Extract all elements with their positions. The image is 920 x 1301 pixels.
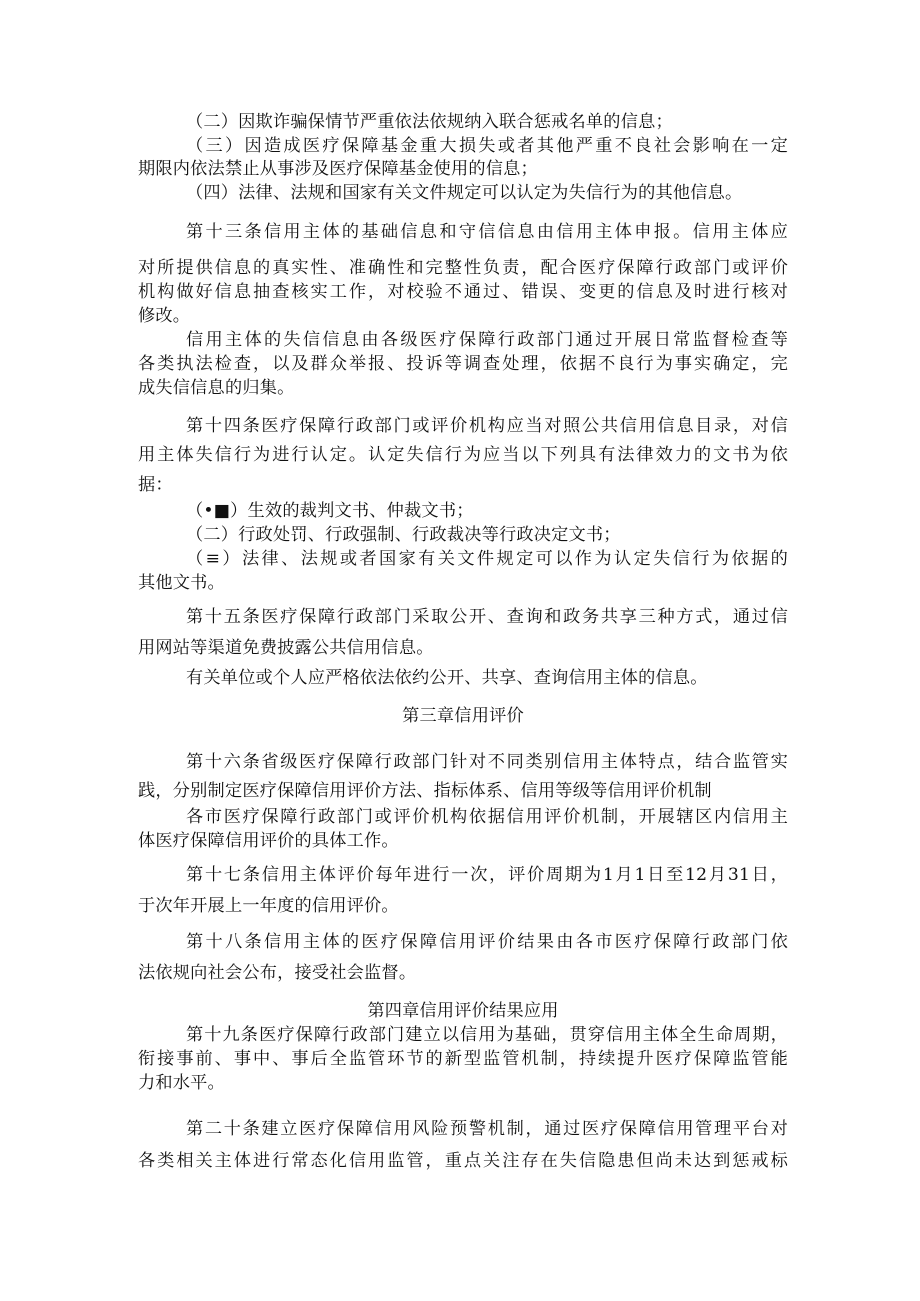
text-line: 第十五条医疗保障行政部门采取公开、查询和政务共享三种方式，通过信 [186,607,788,627]
text-line: 各类相关主体进行常态化信用监管，重点关注存在失信隐患但尚未达到惩戒标 [138,1151,788,1171]
text-line: 成失信信息的归集。 [138,378,295,398]
text-line: 修改。 [138,306,191,326]
text-line: （三）因造成医疗保障基金重大损失或者其他严重不良社会影响在一定 [186,136,788,156]
text-line: 力和水平。 [138,1073,225,1093]
text-line: 据： [138,475,173,495]
text-line: 第十四条医疗保障行政部门或评价机构应当对照公共信用信息目录，对信 [186,416,788,436]
text-line: （•■）生效的裁判文书、仲裁文书； [186,501,474,521]
text-line: 期限内依法禁止从事涉及医疗保障基金使用的信息； [138,159,538,179]
text-line: （二）因欺诈骗保情节严重依法依规纳入联合惩戒名单的信息； [186,112,673,132]
text-line: 第十八条信用主体的医疗保障信用评价结果由各市医疗保障行政部门依 [186,932,788,952]
text-line: 践，分别制定医疗保障信用评价方法、指标体系、信用等级等信用评价机制 [138,781,712,801]
text-line: 第二十条建立医疗保障信用风险预警机制，通过医疗保障信用管理平台对 [186,1119,788,1139]
text-line: 第十七条信用主体评价每年进行一次，评价周期为1月1日至12月31日， [186,865,788,885]
text-line: 体医疗保障信用评价的具体工作。 [138,831,399,851]
text-line: （二）行政处罚、行政强制、行政裁决等行政决定文书； [186,525,621,545]
text-line: （≡）法律、法规或者国家有关文件规定可以作为认定失信行为依据的 [186,549,788,569]
text-line: 于次年开展上一年度的信用评价。 [138,896,399,916]
text-line: 用网站等渠道免费披露公共信用信息。 [138,638,434,658]
text-line: 信用主体的失信信息由各级医疗保障行政部门通过开展日常监督检查等 [186,330,788,350]
text-line: 用主体失信行为进行认定。认定失信行为应当以下列具有法律效力的文书为依 [138,445,788,465]
text-line: 衔接事前、事中、事后全监管环节的新型监管机制，持续提升医疗保障监管能 [138,1049,788,1069]
chapter-heading: 第四章信用评价结果应用 [367,1001,559,1021]
text-line: 各类执法检查，以及群众举报、投诉等调查处理，依据不良行为事实确定，完 [138,354,788,374]
text-line: 第十六条省级医疗保障行政部门针对不同类别信用主体特点，结合监管实 [186,752,788,772]
text-line: 机构做好信息抽查核实工作，对校验不通过、错误、变更的信息及时进行核对 [138,282,788,302]
text-line: 第十九条医疗保障行政部门建立以信用为基础，贯穿信用主体全生命周期， [186,1025,788,1045]
text-line: 各市医疗保障行政部门或评价机构依据信用评价机制，开展辖区内信用主 [186,807,788,827]
text-line: 对所提供信息的真实性、准确性和完整性负责，配合医疗保障行政部门或评价 [138,258,788,278]
text-line: （四）法律、法规和国家有关文件规定可以认定为失信行为的其他信息。 [186,183,743,203]
text-line: 有关单位或个人应严格依法依约公开、共享、查询信用主体的信息。 [186,668,708,688]
text-line: 法依规向社会公布，接受社会监督。 [138,963,417,983]
text-line: 其他文书。 [138,573,225,593]
text-line: 第十三条信用主体的基础信息和守信信息由信用主体申报。信用主体应 [186,222,788,242]
chapter-heading: 第三章信用评价 [402,706,524,726]
